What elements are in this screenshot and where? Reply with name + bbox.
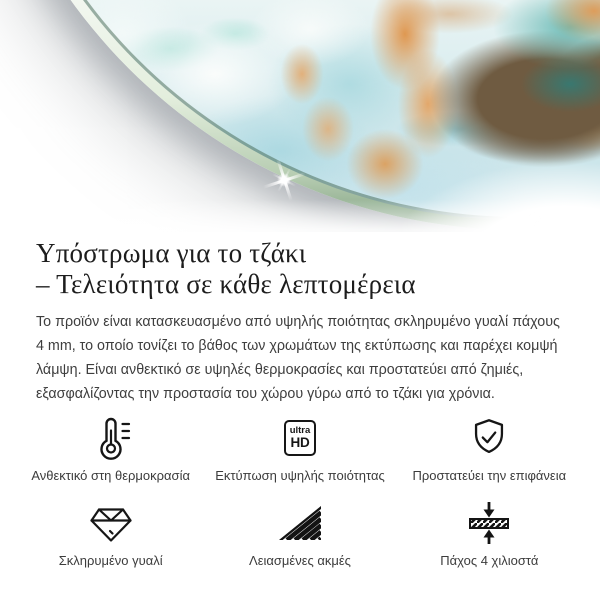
feature-polished-edges	[205, 499, 394, 568]
feature-label: Εκτύπωση υψηλής ποιότητας	[215, 468, 385, 483]
feature-label: Πάχος 4 χιλιοστά	[440, 553, 539, 568]
feature-thickness	[395, 499, 584, 568]
feature-label: Ανθεκτικό στη θερμοκρασία	[31, 468, 190, 483]
feature-grid	[0, 414, 600, 568]
shield-check-icon	[466, 414, 512, 462]
polished-edges-icon	[276, 499, 324, 547]
feature-temperature	[16, 414, 205, 483]
glass-panel-edge	[0, 0, 600, 230]
feature-tempered-glass	[16, 499, 205, 568]
ultra-hd-icon	[284, 414, 316, 462]
title-line-1: Υπόστρωμα για το τζάκι	[36, 238, 307, 268]
feature-label: Προστατεύει την επιφάνεια	[412, 468, 567, 483]
feature-surface-protection	[395, 414, 584, 483]
ultra-hd-icon-text-top: ultra	[289, 425, 311, 436]
product-description: Το προϊόν είναι κατασκευασμένο από υψηλής ποιότητας σκληρυμένο γυαλί πάχους 4 mm, το οποίο τονίζει το βάθος των χρωμάτων της εκτύπωσης και παρέχει κομψή λάμψη. Είναι ανθεκτικό σε υψηλές θερμοκρασίες και προστατεύει από ζημιές, εξασφαλίζοντας την προστασία του χώρου γύρω από το τζάκι για χρόνια.	[36, 314, 560, 402]
feature-label: Λειασμένες ακμές	[249, 553, 351, 568]
thermometer-icon	[87, 414, 135, 462]
ultra-hd-icon-text-bottom: HD	[290, 435, 310, 450]
title-line-2: – Τελειότητα σε κάθε λεπτομέρεια	[36, 269, 416, 299]
feature-label: Σκληρυμένο γυαλί	[58, 553, 163, 568]
thickness-icon	[465, 499, 513, 547]
page-title	[36, 238, 564, 300]
diamond-icon	[85, 499, 137, 547]
product-hero-image	[0, 0, 600, 232]
feature-print-quality	[205, 414, 394, 483]
marble-print-surface	[0, 0, 600, 220]
